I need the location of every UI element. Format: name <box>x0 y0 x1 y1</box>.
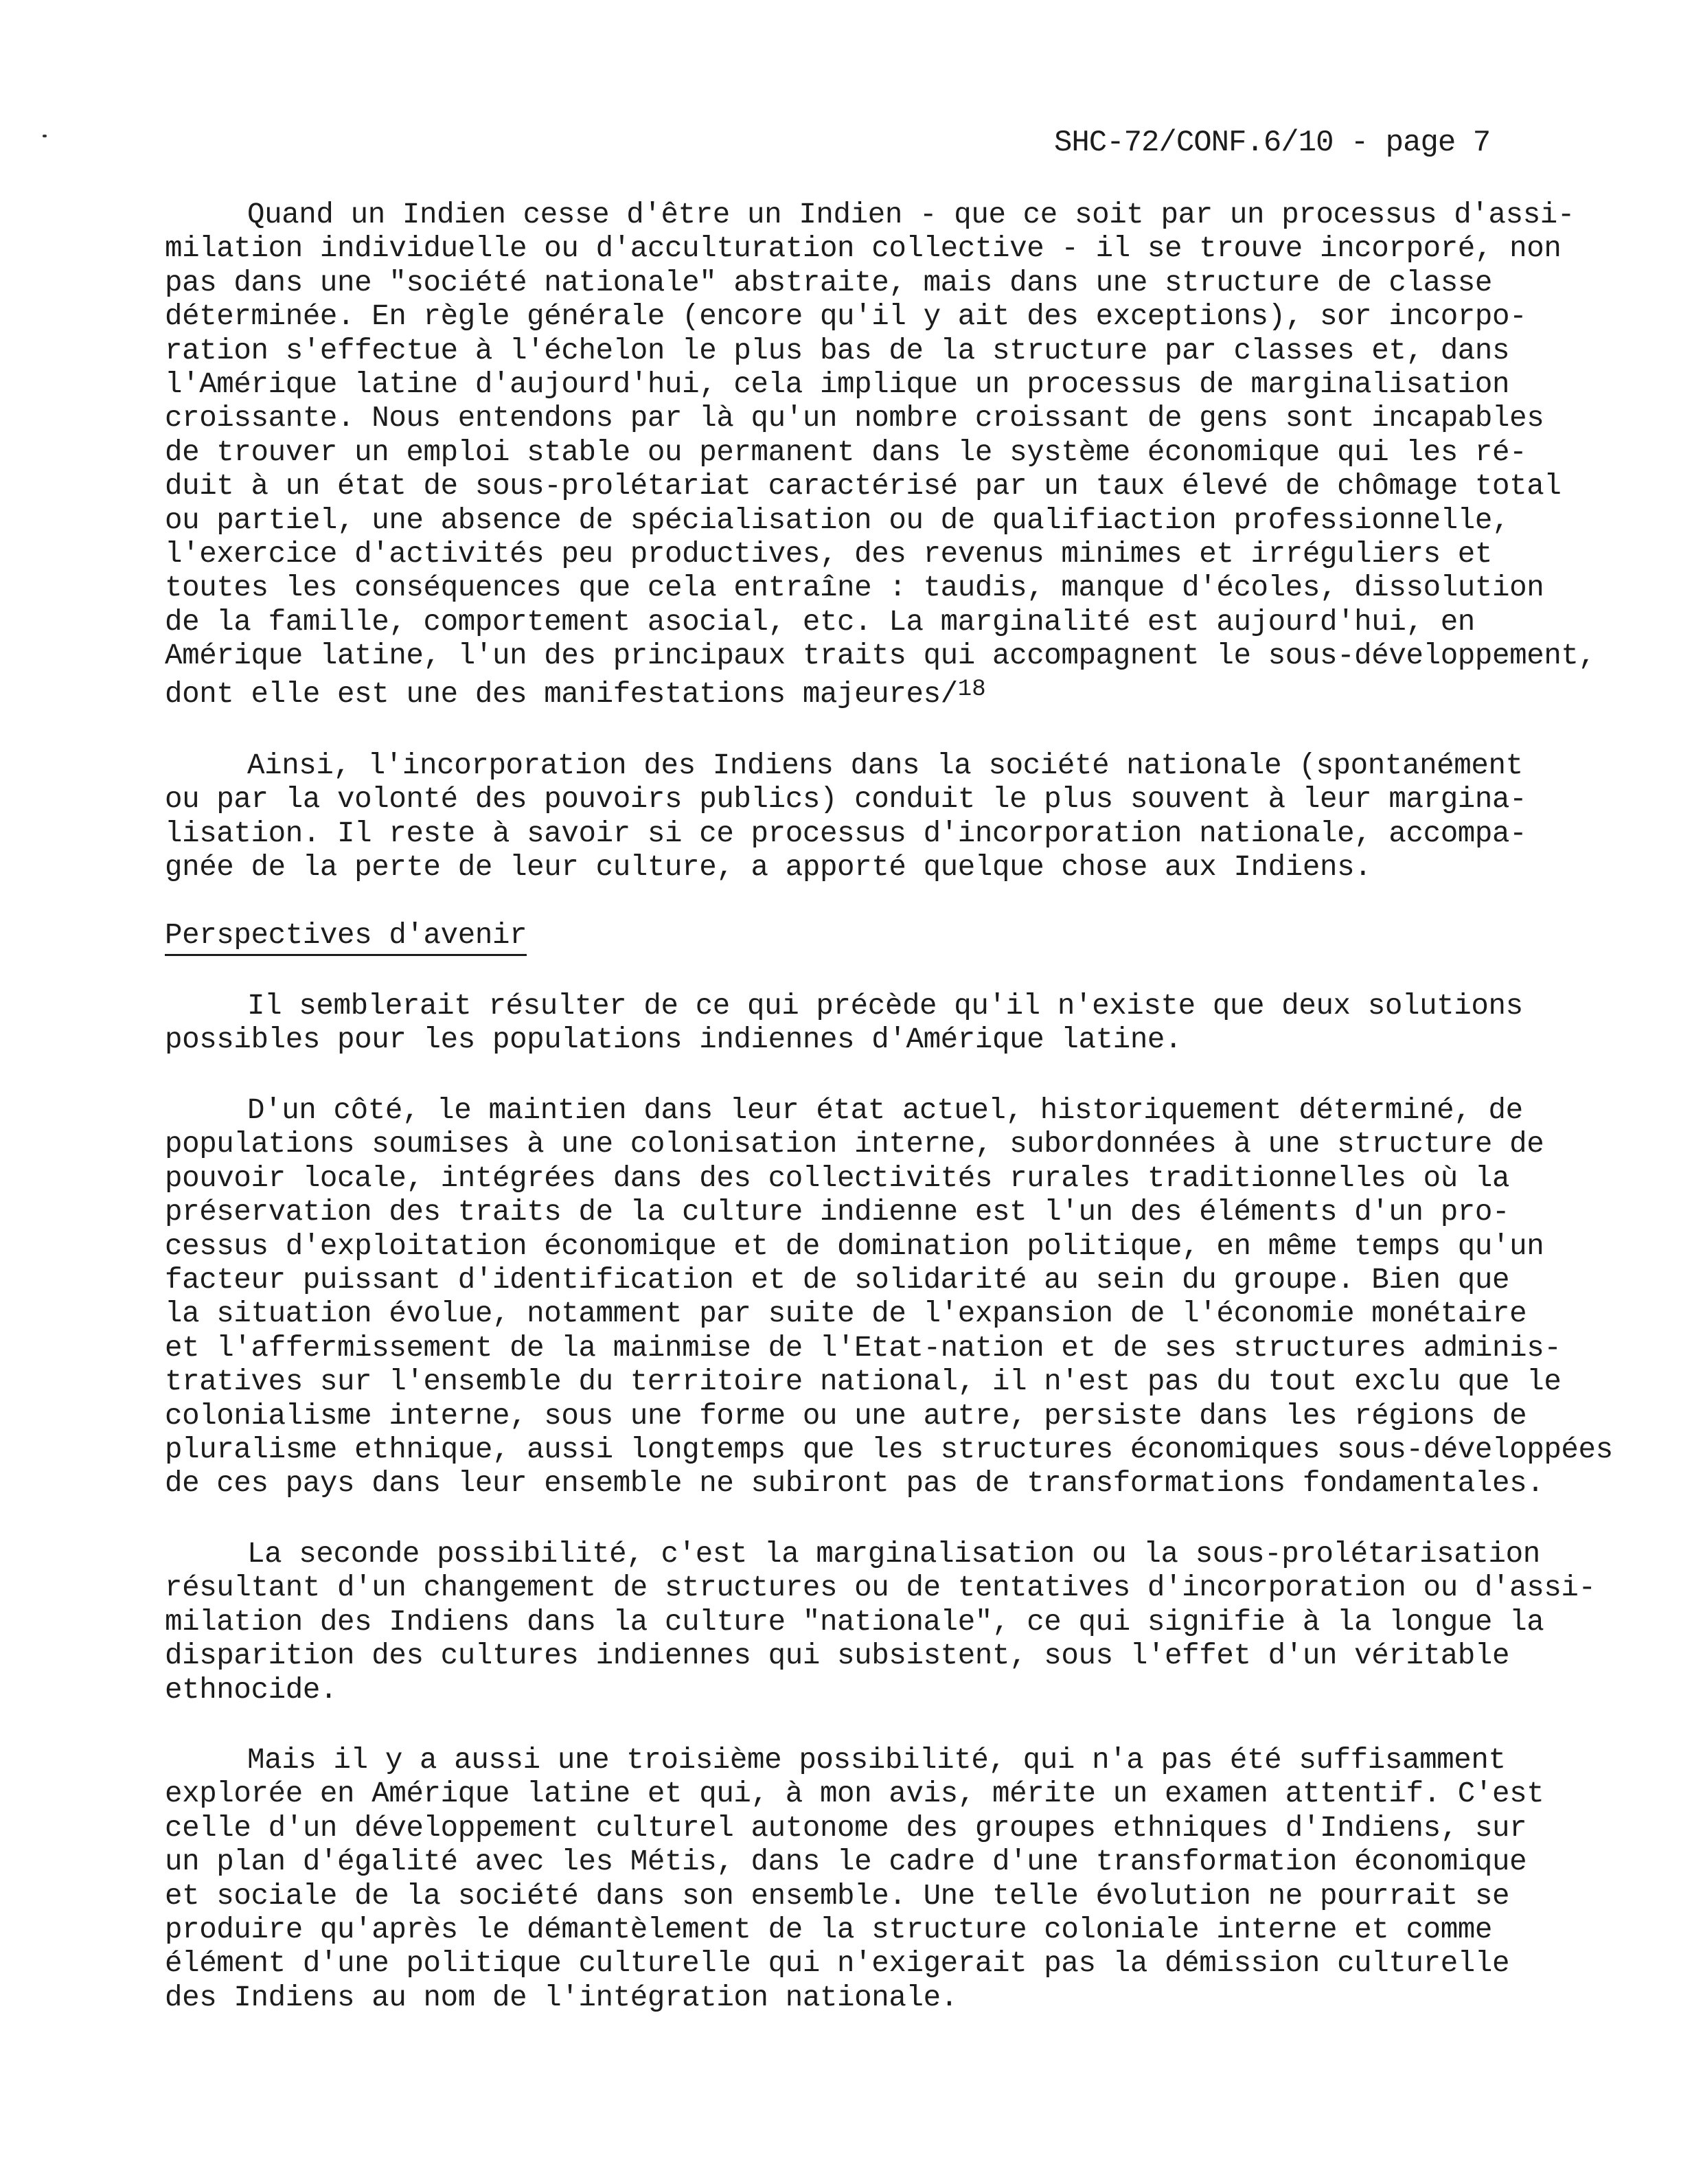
text-line: colonialisme interne, sous une forme ou une autre, persiste dans les régions de <box>165 1399 1527 1433</box>
text-line: Quand un Indien cesse d'être un Indien - que ce soit par un processus d'assi- <box>247 198 1575 231</box>
text-line: l'exercice d'activités peu productives, des revenus minimes et irréguliers et <box>165 537 1493 571</box>
text-line: ou par la volonté des pouvoirs publics) conduit le plus souvent à leur margina- <box>165 783 1527 817</box>
text-line: tratives sur l'ensemble du territoire national, il n'est pas du tout exclu que le <box>165 1365 1562 1399</box>
text-line: milation individuelle ou d'acculturation collective - il se trouve incorporé, non <box>165 232 1562 266</box>
text-line: de ces pays dans leur ensemble ne subiront pas de transformations fondamentales. <box>165 1467 1544 1501</box>
text-line: possibles pour les populations indiennes d'Amérique latine. <box>165 1023 1182 1057</box>
text-line: pouvoir locale, intégrées dans des collectivités rurales traditionnelles où la <box>165 1161 1510 1195</box>
text-line: et sociale de la société dans son ensemble. Une telle évolution ne pourrait se <box>165 1879 1510 1913</box>
text-line: déterminée. En règle générale (encore qu'il y ait des exceptions), sor incorpo- <box>165 300 1527 334</box>
text-line: duit à un état de sous-prolétariat caractérisé par un taux élevé de chômage total <box>165 470 1562 503</box>
paragraph-6 <box>165 1744 1566 2015</box>
text-line-content: dont elle est une des manifestations majeures/ <box>165 678 958 712</box>
text-line: la situation évolue, notamment par suite de l'expansion de l'économie monétaire <box>165 1297 1527 1331</box>
text-line: gnée de la perte de leur culture, a apporté quelque chose aux Indiens. <box>165 851 1372 885</box>
text-line: résultant d'un changement de structures ou de tentatives d'incorporation ou d'assi- <box>165 1571 1596 1605</box>
text-line: ethnocide. <box>165 1673 338 1707</box>
text-line: et l'affermissement de la mainmise de l'Etat-nation et de ses structures adminis- <box>165 1331 1562 1365</box>
text-line: des Indiens au nom de l'intégration nationale. <box>165 1981 958 2014</box>
page-header: SHC-72/CONF.6/10 - page 7 <box>1054 126 1491 160</box>
text-line: élément d'une politique culturelle qui n'exigerait pas la démission culturelle <box>165 1947 1510 1981</box>
text-line: Ainsi, l'incorporation des Indiens dans la société nationale (spontanément <box>247 749 1523 782</box>
text-line: lisation. Il reste à savoir si ce processus d'incorporation nationale, accompa- <box>165 817 1527 850</box>
text-line: celle d'un développement culturel autonome des groupes ethniques d'Indiens, sur <box>165 1811 1527 1845</box>
text-line: facteur puissant d'identification et de solidarité au sein du groupe. Bien que <box>165 1263 1510 1297</box>
paragraph-5 <box>165 1538 1596 1707</box>
paragraph-2 <box>165 749 1566 885</box>
text-line: de trouver un emploi stable ou permanent dans le système économique qui les ré- <box>165 435 1527 469</box>
text-line: cessus d'exploitation économique et de domination politique, en même temps qu'un <box>165 1229 1544 1263</box>
paragraph-3 <box>165 990 1566 1058</box>
text-line: pas dans une "société nationale" abstraite, mais dans une structure de classe <box>165 266 1493 299</box>
text-line: pluralisme ethnique, aussi longtemps que les structures économiques sous-développées <box>165 1433 1613 1466</box>
text-line: milation des Indiens dans la culture "nationale", ce qui signifie à la longue la <box>165 1605 1544 1639</box>
paragraph-4 <box>165 1094 1613 1501</box>
text-line: produire qu'après le démantèlement de la structure coloniale interne et comme <box>165 1913 1493 1946</box>
section-heading: Perspectives d'avenir <box>165 919 527 956</box>
text-line: l'Amérique latine d'aujourd'hui, cela implique un processus de marginalisation <box>165 367 1510 401</box>
text-line: un plan d'égalité avec les Métis, dans le cadre d'une transformation économique <box>165 1845 1527 1879</box>
footnote-reference: 18 <box>957 676 986 703</box>
text-line-last <box>165 673 1566 712</box>
text-line: explorée en Amérique latine et qui, à mon avis, mérite un examen attentif. C'est <box>165 1777 1544 1811</box>
text-line: ou partiel, une absence de spécialisation ou de qualifiaction professionnelle, <box>165 503 1510 537</box>
text-line: populations soumises à une colonisation interne, subordonnées à une structure de <box>165 1128 1544 1161</box>
text-line: préservation des traits de la culture indienne est l'un des éléments d'un pro- <box>165 1196 1510 1229</box>
text-line: La seconde possibilité, c'est la marginalisation ou la sous-prolétarisation <box>247 1538 1540 1571</box>
text-line: croissante. Nous entendons par là qu'un nombre croissant de gens sont incapables <box>165 402 1544 435</box>
text-line: toutes les conséquences que cela entraîne : taudis, manque d'écoles, dissolution <box>165 571 1544 605</box>
text-line: disparition des cultures indiennes qui subsistent, sous l'effet d'un véritable <box>165 1639 1510 1673</box>
text-line: de la famille, comportement asocial, etc. La marginalité est aujourd'hui, en <box>165 605 1475 639</box>
scan-speck <box>43 135 47 137</box>
text-line: Amérique latine, l'un des principaux traits qui accompagnent le sous-développement, <box>165 639 1596 673</box>
text-line: Mais il y a aussi une troisième possibilité, qui n'a pas été suffisamment <box>247 1744 1506 1777</box>
text-line: ration s'effectue à l'échelon le plus bas de la structure par classes et, dans <box>165 334 1510 367</box>
paragraph-1 <box>165 198 1596 712</box>
text-line: D'un côté, le maintien dans leur état actuel, historiquement déterminé, de <box>247 1094 1523 1127</box>
text-line: Il semblerait résulter de ce qui précède qu'il n'existe que deux solutions <box>247 990 1523 1023</box>
